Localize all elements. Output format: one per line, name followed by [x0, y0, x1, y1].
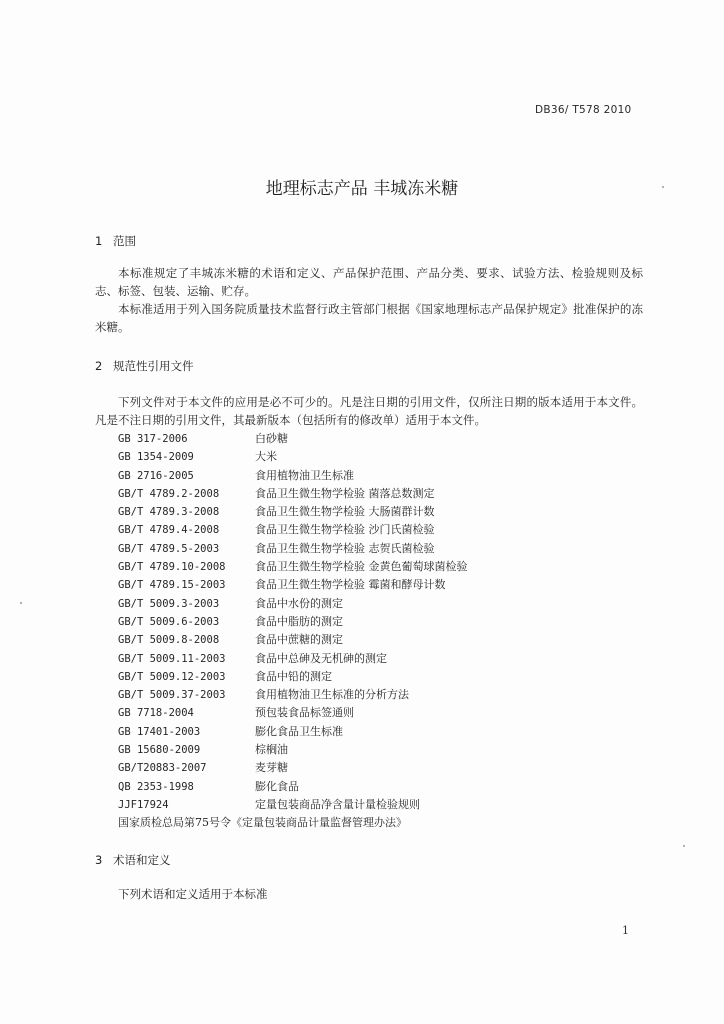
reference-code: GB 2716-2005: [118, 469, 194, 482]
scope-paragraph-2: 本标准适用于列入国务院质量技术监督行政主管部门根据《国家地理标志产品保护规定》批准保护的冻米糖。: [95, 302, 643, 334]
reference-code: GB/T 5009.8-2008: [118, 634, 220, 647]
section-title: 范围: [113, 234, 136, 248]
section-heading-terms: [95, 852, 171, 868]
page-number: 1: [622, 924, 629, 937]
section-title: 术语和定义: [113, 853, 171, 867]
reference-title: 食品卫生微生物学检验 沙门氏菌检验: [255, 523, 435, 537]
reference-title: 食用植物油卫生标准的分析方法: [255, 688, 409, 702]
reference-row: [118, 778, 638, 796]
reference-code: GB/T 4789.4-2008: [118, 524, 220, 537]
reference-title: 食品卫生微生物学检验 志贺氏菌检验: [255, 541, 435, 555]
reference-row: [118, 595, 638, 613]
reference-row: [118, 686, 638, 704]
reference-row: [118, 485, 638, 503]
scope-paragraph-1: 本标准规定了丰城冻米糖的术语和定义、产品保护范围、产品分类、要求、试验方法、检验规则及标志、标签、包装、运输、贮存。: [95, 266, 643, 298]
document-title: 地理标志产品 丰城冻米糖: [265, 179, 459, 199]
section-title: 规范性引用文件: [113, 359, 194, 373]
reference-title: 食品卫生微生物学检验 大肠菌群计数: [255, 505, 435, 519]
reference-title: 食用植物油卫生标准: [255, 468, 354, 482]
section-number: 2: [95, 359, 103, 373]
reference-title: 预包装食品标签通则: [255, 706, 354, 720]
reference-code: GB/T 5009.11-2003: [118, 652, 226, 665]
reference-code: GB/T 4789.10-2008: [118, 561, 226, 574]
reference-title: 大米: [255, 450, 277, 464]
reference-row: [118, 796, 638, 814]
reference-list: [118, 430, 638, 833]
scan-speck: [20, 602, 22, 604]
reference-row: [118, 759, 638, 777]
reference-row: [118, 430, 638, 448]
reference-code: GB/T 4789.3-2008: [118, 506, 220, 519]
reference-code: GB/T20883-2007: [118, 762, 207, 775]
normative-intro: 下列文件对于本文件的应用是必不可少的。凡是注日期的引用文件，仅所注日期的版本适用于本文件。凡是不注日期的引用文件，其最新版本（包括所有的修改单）适用于本文件。: [95, 395, 643, 427]
reference-row: [118, 521, 638, 539]
reference-title: 定量包装商品净含量计量检验规则: [255, 797, 420, 811]
reference-title: 棕榈油: [255, 743, 288, 757]
reference-title: 膨化食品: [255, 779, 299, 793]
standard-code: DB36/ T578 2010: [535, 104, 632, 116]
reference-closing-note: 国家质检总局第75号令《定量包装商品计量监督管理办法》: [118, 816, 407, 830]
reference-title: 食品中蔗糖的测定: [255, 633, 343, 647]
reference-row: [118, 448, 638, 466]
reference-code: GB/T 5009.6-2003: [118, 615, 220, 628]
reference-code: JJF17924: [118, 798, 169, 811]
reference-row: [118, 558, 638, 576]
reference-code: GB/T 4789.5-2003: [118, 542, 220, 555]
reference-row: [118, 576, 638, 594]
terms-intro: 下列术语和定义适用于本标准: [118, 887, 268, 901]
reference-title: 食品中总砷及无机砷的测定: [255, 651, 387, 665]
reference-code: GB 15680-2009: [118, 744, 201, 757]
reference-title: 食品中铅的测定: [255, 669, 332, 683]
reference-row: [118, 540, 638, 558]
reference-code: GB/T 5009.12-2003: [118, 670, 226, 683]
reference-code: GB/T 4789.15-2003: [118, 579, 226, 592]
reference-code: GB 17401-2003: [118, 725, 201, 738]
reference-title: 食品中脂肪的测定: [255, 614, 343, 628]
reference-code: GB/T 4789.2-2008: [118, 487, 220, 500]
reference-title: 食品卫生微生物学检验 菌落总数测定: [255, 486, 435, 500]
reference-row: [118, 723, 638, 741]
section-number: 3: [95, 853, 103, 867]
reference-title: 食品卫生微生物学检验 金黄色葡萄球菌检验: [255, 560, 468, 574]
reference-title: 白砂糖: [255, 432, 288, 445]
reference-row: [118, 650, 638, 668]
scan-speck: [662, 186, 664, 188]
reference-title: 膨化食品卫生标准: [255, 724, 343, 738]
reference-row: [118, 741, 638, 759]
reference-row: [118, 631, 638, 649]
reference-code: GB 7718-2004: [118, 707, 194, 720]
section-number: 1: [95, 234, 103, 248]
reference-row: [118, 503, 638, 521]
reference-title: 食品中水份的测定: [255, 596, 343, 610]
reference-title: 麦芽糖: [255, 761, 288, 775]
section-heading-scope: [95, 233, 136, 249]
reference-row: [118, 467, 638, 485]
reference-code: QB 2353-1998: [118, 780, 194, 793]
reference-code: GB 1354-2009: [118, 451, 194, 464]
reference-title: 食品卫生微生物学检验 霉菌和酵母计数: [255, 578, 446, 592]
reference-code: GB/T 5009.3-2003: [118, 597, 220, 610]
scan-speck: [683, 845, 685, 847]
reference-row: [118, 704, 638, 722]
reference-row: [118, 613, 638, 631]
reference-row: [118, 668, 638, 686]
reference-code: GB/T 5009.37-2003: [118, 689, 226, 702]
section-heading-normative: [95, 358, 194, 374]
reference-code: GB 317-2006: [118, 433, 188, 445]
